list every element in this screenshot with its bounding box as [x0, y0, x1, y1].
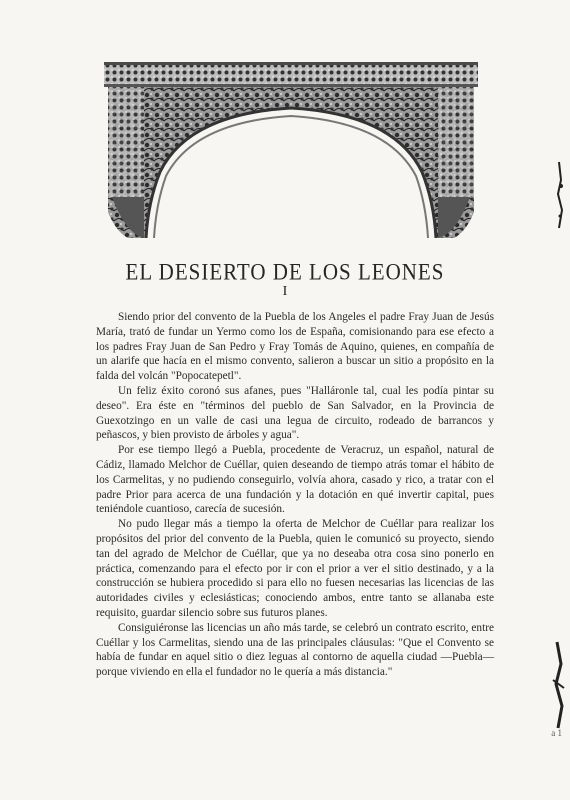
paragraph: Por ese tiempo llegó a Puebla, procedente de Veracruz, un español, natural de Cádiz, llamado Melchor de Cuéllar, quien deseando de tiempo atrás tomar el hábito de los Carmelitas, y no pudiendo conseguirlo, volvía ahora, casado y rico, a tratar con el padre Prior para acerca de una fundación y la dotación en qué invertir capital, pues teniéndole cuantioso, carecía de sucesión. [96, 444, 494, 516]
paragraph: Siendo prior del convento de la Puebla de los Angeles el padre Fray Juan de Jesús María, trató de fundar un Yermo como los de España, comisionando para ese efecto a los padres Fray Juan de San Pedro y Fray Tomás de Aquino, quienes, en compañía de un alarife que hacía en el mismo convento, salieron a buscar un sitio a propósito en la falda del volcán "Popocatepetl". [96, 311, 494, 383]
paragraph: Un feliz éxito coronó sus afanes, pues "Halláronle tal, cual les podía pintar su deseo". Era éste en "términos del pueblo de San Salvador, en la Provincia de Guexotzingo en un valle de casi una legua de circuito, rodeado de barrancos y peñascos, y bien provisto de árboles y agua". [96, 384, 494, 442]
paragraph: No pudo llegar más a tiempo la oferta de Melchor de Cuéllar para realizar los propósitos del prior del convento de la Puebla, quien le comunicó su proyecto, siendo tan del agrado de Melchor de Cuéllar, que ya no deseaba otra cosa sino ponerlo en práctica, comenzando para el efecto por ir con el prior a ver el sitio destinado, y a la construcción se hubiera procedido si para ello no fuesen necesarias las licencias de las autoridades civiles y eclesiásticas; conociendo ambos, entre tanto se allanaba este requisito, guardar silencio sobre sus futuros planes. [96, 518, 494, 619]
carved-arch-ornament [104, 62, 478, 238]
body-text [96, 310, 494, 680]
paragraph: Consiguiéronse las licencias un año más tarde, se celebró un contrato escrito, entre Cuéllar y los Carmelitas, siendo una de las principales cláusulas: "Que el Convento se había de fundar en aquel sitio o diez leguas al contorno de aquella ciudad —Puebla— porque viviendo en ella el fundador no le quería a más distancia." [96, 621, 494, 679]
scan-edge-mark [549, 640, 567, 730]
chapter-title: EL DESIERTO DE LOS LEONES [125, 258, 445, 285]
page-marker: a 1 [551, 728, 562, 738]
section-numeral: I [282, 284, 288, 299]
scan-edge-mark [549, 160, 567, 230]
